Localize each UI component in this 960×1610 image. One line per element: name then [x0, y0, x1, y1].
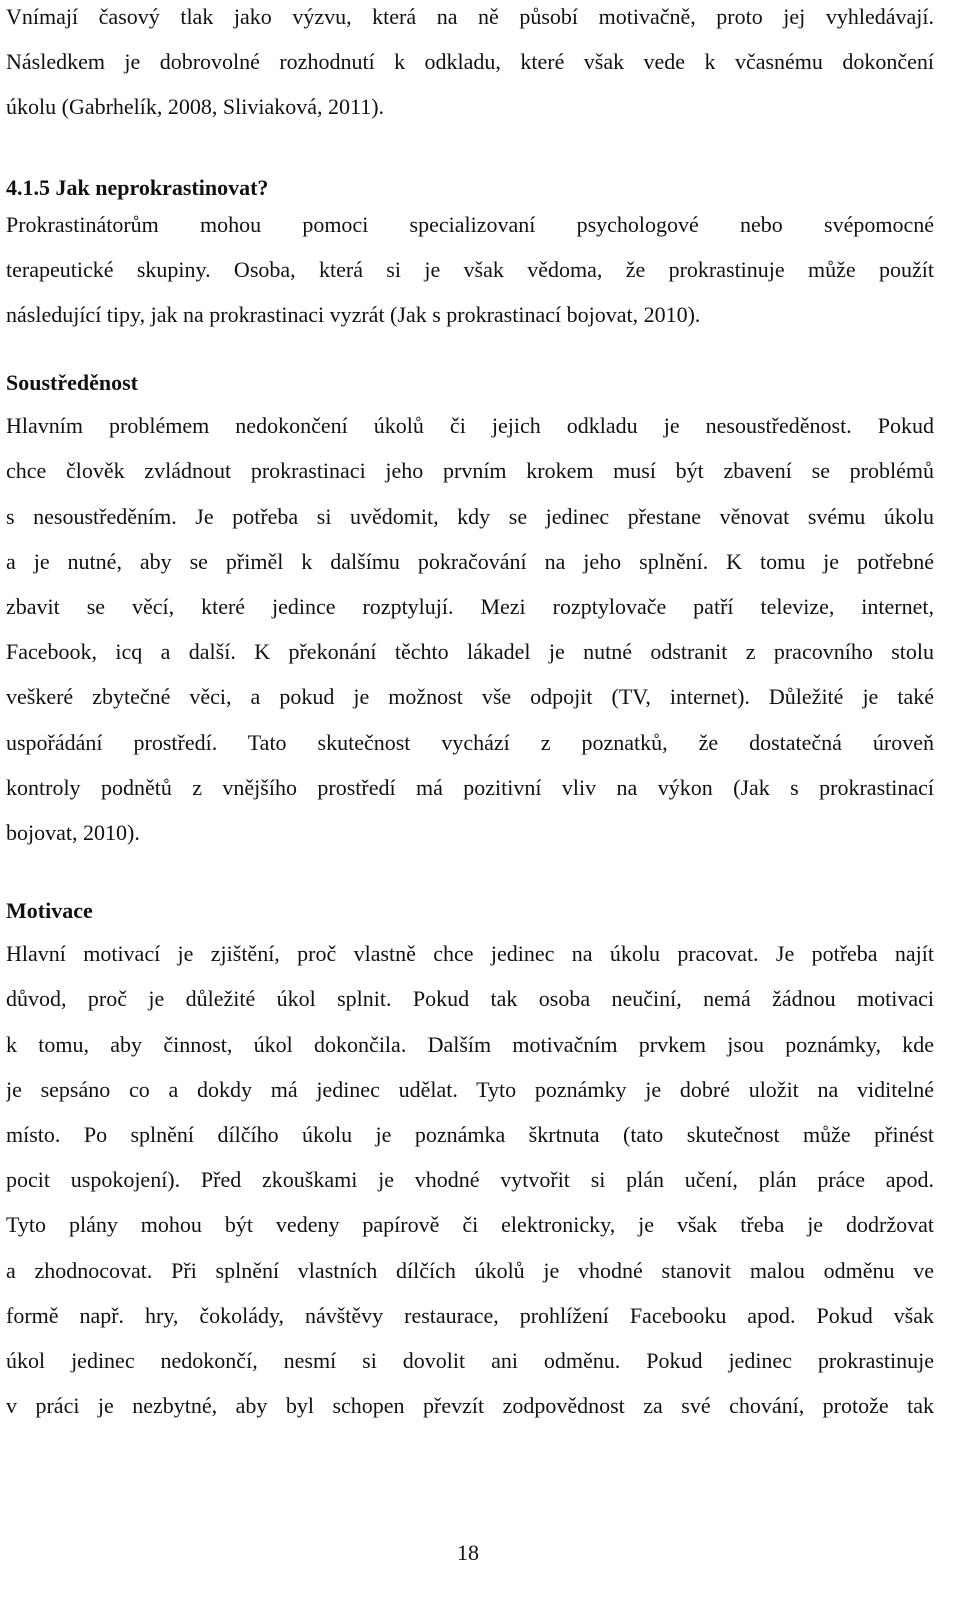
paragraph-line: s nesoustředěním. Je potřeba si uvědomit, kdy se jedinec přestane věnovat svému úkolu [6, 503, 934, 529]
page-number: 18 [457, 1540, 479, 1565]
paragraph-line: uspořádání prostředí. Tato skutečnost vychází z poznatků, že dostatečná úroveň [6, 729, 934, 755]
motivace-paragraph [6, 931, 934, 1428]
paragraph-line: a zhodnocovat. Při splnění vlastních dílčích úkolů je vhodné stanovit malou odměnu ve [6, 1257, 934, 1283]
paragraph-line: Facebook, icq a další. K překonání těchto lákadel je nutné odstranit z pracovního stolu [6, 639, 934, 665]
paragraph-line: bojovat, 2010). [6, 820, 140, 846]
paragraph-line: následující tipy, jak na prokrastinaci vyzrát (Jak s prokrastinací bojovat, 2010). [6, 302, 701, 328]
paragraph-line: v práci je nezbytné, aby byl schopen převzít zodpovědnost za své chování, protože tak [6, 1393, 934, 1419]
paragraph-line: úkol jedinec nedokončí, nesmí si dovolit ani odměnu. Pokud jedinec prokrastinuje [6, 1348, 934, 1374]
paragraph-line: Hlavním problémem nedokončení úkolů či jejich odkladu je nesoustředěnost. Pokud [6, 413, 934, 439]
paragraph-line: místo. Po splnění dílčího úkolu je poznámka škrtnuta (tato skutečnost může přinést [6, 1122, 934, 1148]
intro-paragraph [6, 0, 934, 130]
paragraph-line: Prokrastinátorům mohou pomoci specializovaní psychologové nebo svépomocné [6, 211, 934, 237]
paragraph-line: chce člověk zvládnout prokrastinaci jeho prvním krokem musí být zbavení se problémů [6, 458, 934, 484]
paragraph-line: kontroly podnětů z vnějšího prostředí má pozitivní vliv na výkon (Jak s prokrastinací [6, 774, 934, 800]
paragraph-line: Následkem je dobrovolné rozhodnutí k odkladu, které však vede k včasnému dokončení [6, 49, 934, 75]
paragraph-line: a je nutné, aby se přiměl k dalšímu pokračování na jeho splnění. K tomu je potřebné [6, 548, 934, 574]
paragraph-line: zbavit se věcí, které jedince rozptylují. Mezi rozptylovače patří televize, internet, [6, 594, 934, 620]
paragraph-line: Hlavní motivací je zjištění, proč vlastně chce jedinec na úkolu pracovat. Je potřeba najít [6, 941, 934, 967]
paragraph-line: veškeré zbytečné věci, a pokud je možnost vše odpojit (TV, internet). Důležité je také [6, 684, 934, 710]
subheading-motivace: Motivace [6, 898, 93, 924]
paragraph-line: terapeutické skupiny. Osoba, která si je však vědoma, že prokrastinuje může použít [6, 256, 934, 282]
paragraph-line: Vnímají časový tlak jako výzvu, která na ně působí motivačně, proto jej vyhledávají. [6, 4, 934, 29]
paragraph-line: je sepsáno co a dokdy má jedinec udělat. Tyto poznámky je dobré uložit na viditelné [6, 1076, 934, 1102]
paragraph-line: formě např. hry, čokolády, návštěvy restaurace, prohlížení Facebooku apod. Pokud však [6, 1302, 934, 1328]
paragraph-line: Tyto plány mohou být vedeny papírově či elektronicky, je však třeba je dodržovat [6, 1212, 934, 1238]
paragraph-line: důvod, proč je důležité úkol splnit. Pokud tak osoba neučiní, nemá žádnou motivaci [6, 986, 934, 1012]
paragraph-line: úkolu (Gabrhelík, 2008, Sliviaková, 2011). [6, 94, 385, 120]
page-content [6, 0, 934, 1428]
section-heading: 4.1.5 Jak neprokrastinovat? [6, 174, 269, 200]
soustredenost-paragraph [6, 403, 934, 855]
paragraph-line: pocit uspokojení). Před zkouškami je vhodné vytvořit si plán učení, plán práce apod. [6, 1167, 934, 1193]
paragraph-line: k tomu, aby činnost, úkol dokončila. Dalším motivačním prvkem jsou poznámky, kde [6, 1031, 934, 1057]
section-paragraph [6, 202, 934, 338]
subheading-soustredenost: Soustředěnost [6, 370, 139, 396]
